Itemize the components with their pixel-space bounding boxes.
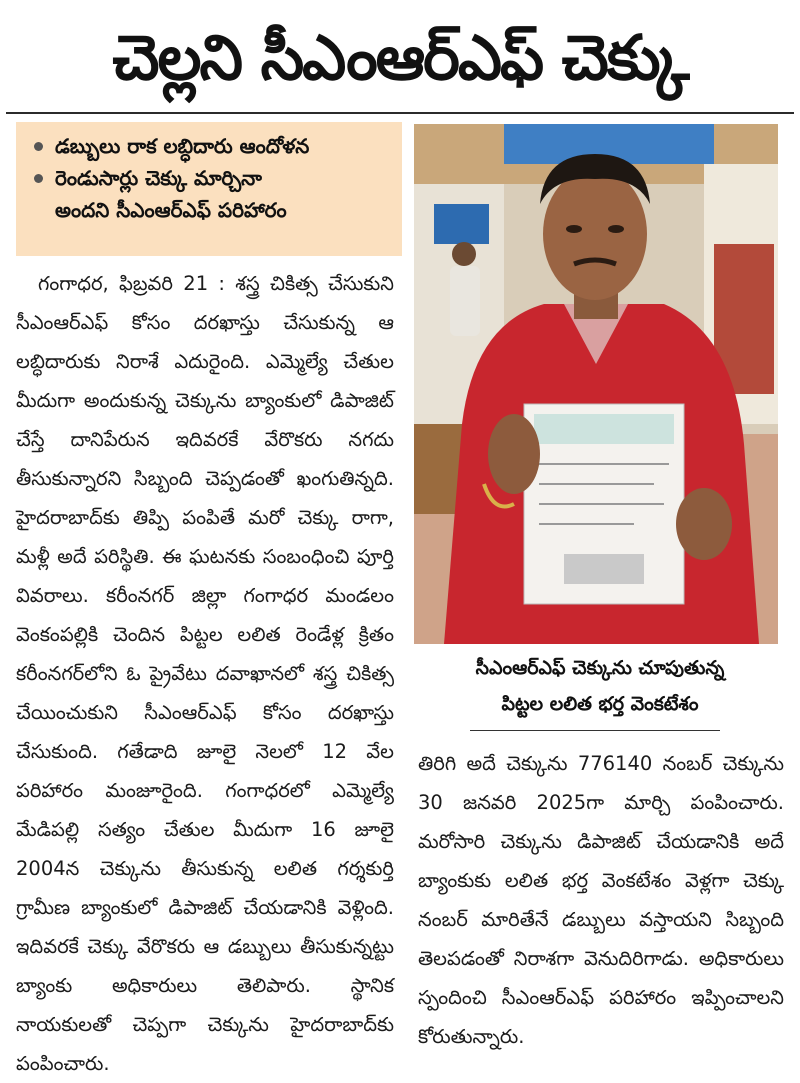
photo-caption: సీఎంఆర్ఎఫ్ చెక్కును చూపుతున్న పిట్టల లలిత భర్త వెంకటేశం: [475, 657, 725, 715]
article-paragraph: గంగాధర, ఫిబ్రవరి 21 : శస్త్ర చికిత్స చేసుకుని సీఎంఆర్ఎఫ్ కోసం దరఖాస్తు చేసుకున్న ఆ లబ్ధిదారుకు నిరాశే ఎదురైంది. ఎమ్మెల్యే చేతుల మీదుగా అందుకున్న చెక్కును బ్యాంకులో డిపాజిట్ చేస్తే దానిపేరున ఇదివరకే వేరొకరు నగదు తీసుకున్నారని సిబ్బంది చెప్పడంతో ఖంగుతిన్నది. హైదరాబాద్‌కు తిప్పి పంపితే మరో చెక్కు రాగా, మళ్లీ అదే పరిస్థితి. ఈ ఘటనకు సంబంధించి పూర్తి వివరాలు. కరీంనగర్ జిల్లా గంగాధర మండలం వెంకంపల్లికి చెందిన పిట్టల లలిత రెండేళ్ల క్రితం కరీంనగర్‌లోని ఓ ప్రైవేటు దవాఖానలో శస్త్ర చికిత్స చేయించుకుని సీఎంఆర్ఎఫ్ కోసం దరఖాస్తు చేసుకుంది. గతేడాది జూలై నెలలో 12 వేల పరిహారం మంజూరైంది. గంగాధరలో ఎమ్మెల్యే మేడిపల్లి సత్యం చేతుల మీదుగా 16 జూలై 2004న చెక్కును తీసుకున్న లలిత గర్శకుర్తి గ్రామీణ బ్యాంకులో డిపాజిట్ చేయడానికి వెళ్లింది. ఇదివరకే చెక్కు వేరొకరు ఆ డబ్బులు తీసుకున్నట్టు బ్యాంకు అధికారులు తెలిపారు. స్థానిక నాయకులతో చెప్పగా చెక్కును హైదరాబాద్‌కు పంపించారు.: [16, 272, 394, 1075]
article-paragraph: తిరిగి అదే చెక్కును 776140 నంబర్ చెక్కును 30 జనవరి 2025గా మార్చి పంపించారు. మరోసారి చెక్కును డిపాజిట్ చేయడానికి అదే బ్యాంకుకు లలిత భర్త వెంకటేశం వెళ్లగా చెక్కు నంబర్ మారితేనే డబ్బులు వస్తాయని సిబ్బంది తెలపడంతో నిరాశగా వెనుదిరిగాడు. అధికారులు స్పందించి సీఎంఆర్ఎఫ్ పరిహారం ఇప్పించాలని కోరుతున్నారు.: [418, 752, 784, 1048]
article-body-column-1: [16, 264, 394, 1083]
bullet-icon: [34, 174, 43, 183]
article-body-column-2: [418, 744, 784, 1056]
headline-divider: [6, 112, 794, 114]
bullet-icon: [34, 142, 43, 151]
highlight-item: [30, 130, 394, 162]
highlight-item: [30, 162, 394, 226]
caption-divider: [470, 730, 720, 731]
highlight-text: డబ్బులు రాక లబ్ధిదారు ఆందోళన: [55, 134, 310, 158]
highlights-box: [16, 122, 402, 256]
man-holding-cheque-image: [414, 124, 778, 644]
highlight-text: రెండుసార్లు చెక్కు మార్చినా అందని సీఎంఆర్ఎఫ్ పరిహారం: [55, 166, 287, 222]
news-photo: [414, 124, 778, 644]
headline: చెల్లని సీఎంఆర్ఎఫ్ చెక్కు: [112, 21, 688, 94]
